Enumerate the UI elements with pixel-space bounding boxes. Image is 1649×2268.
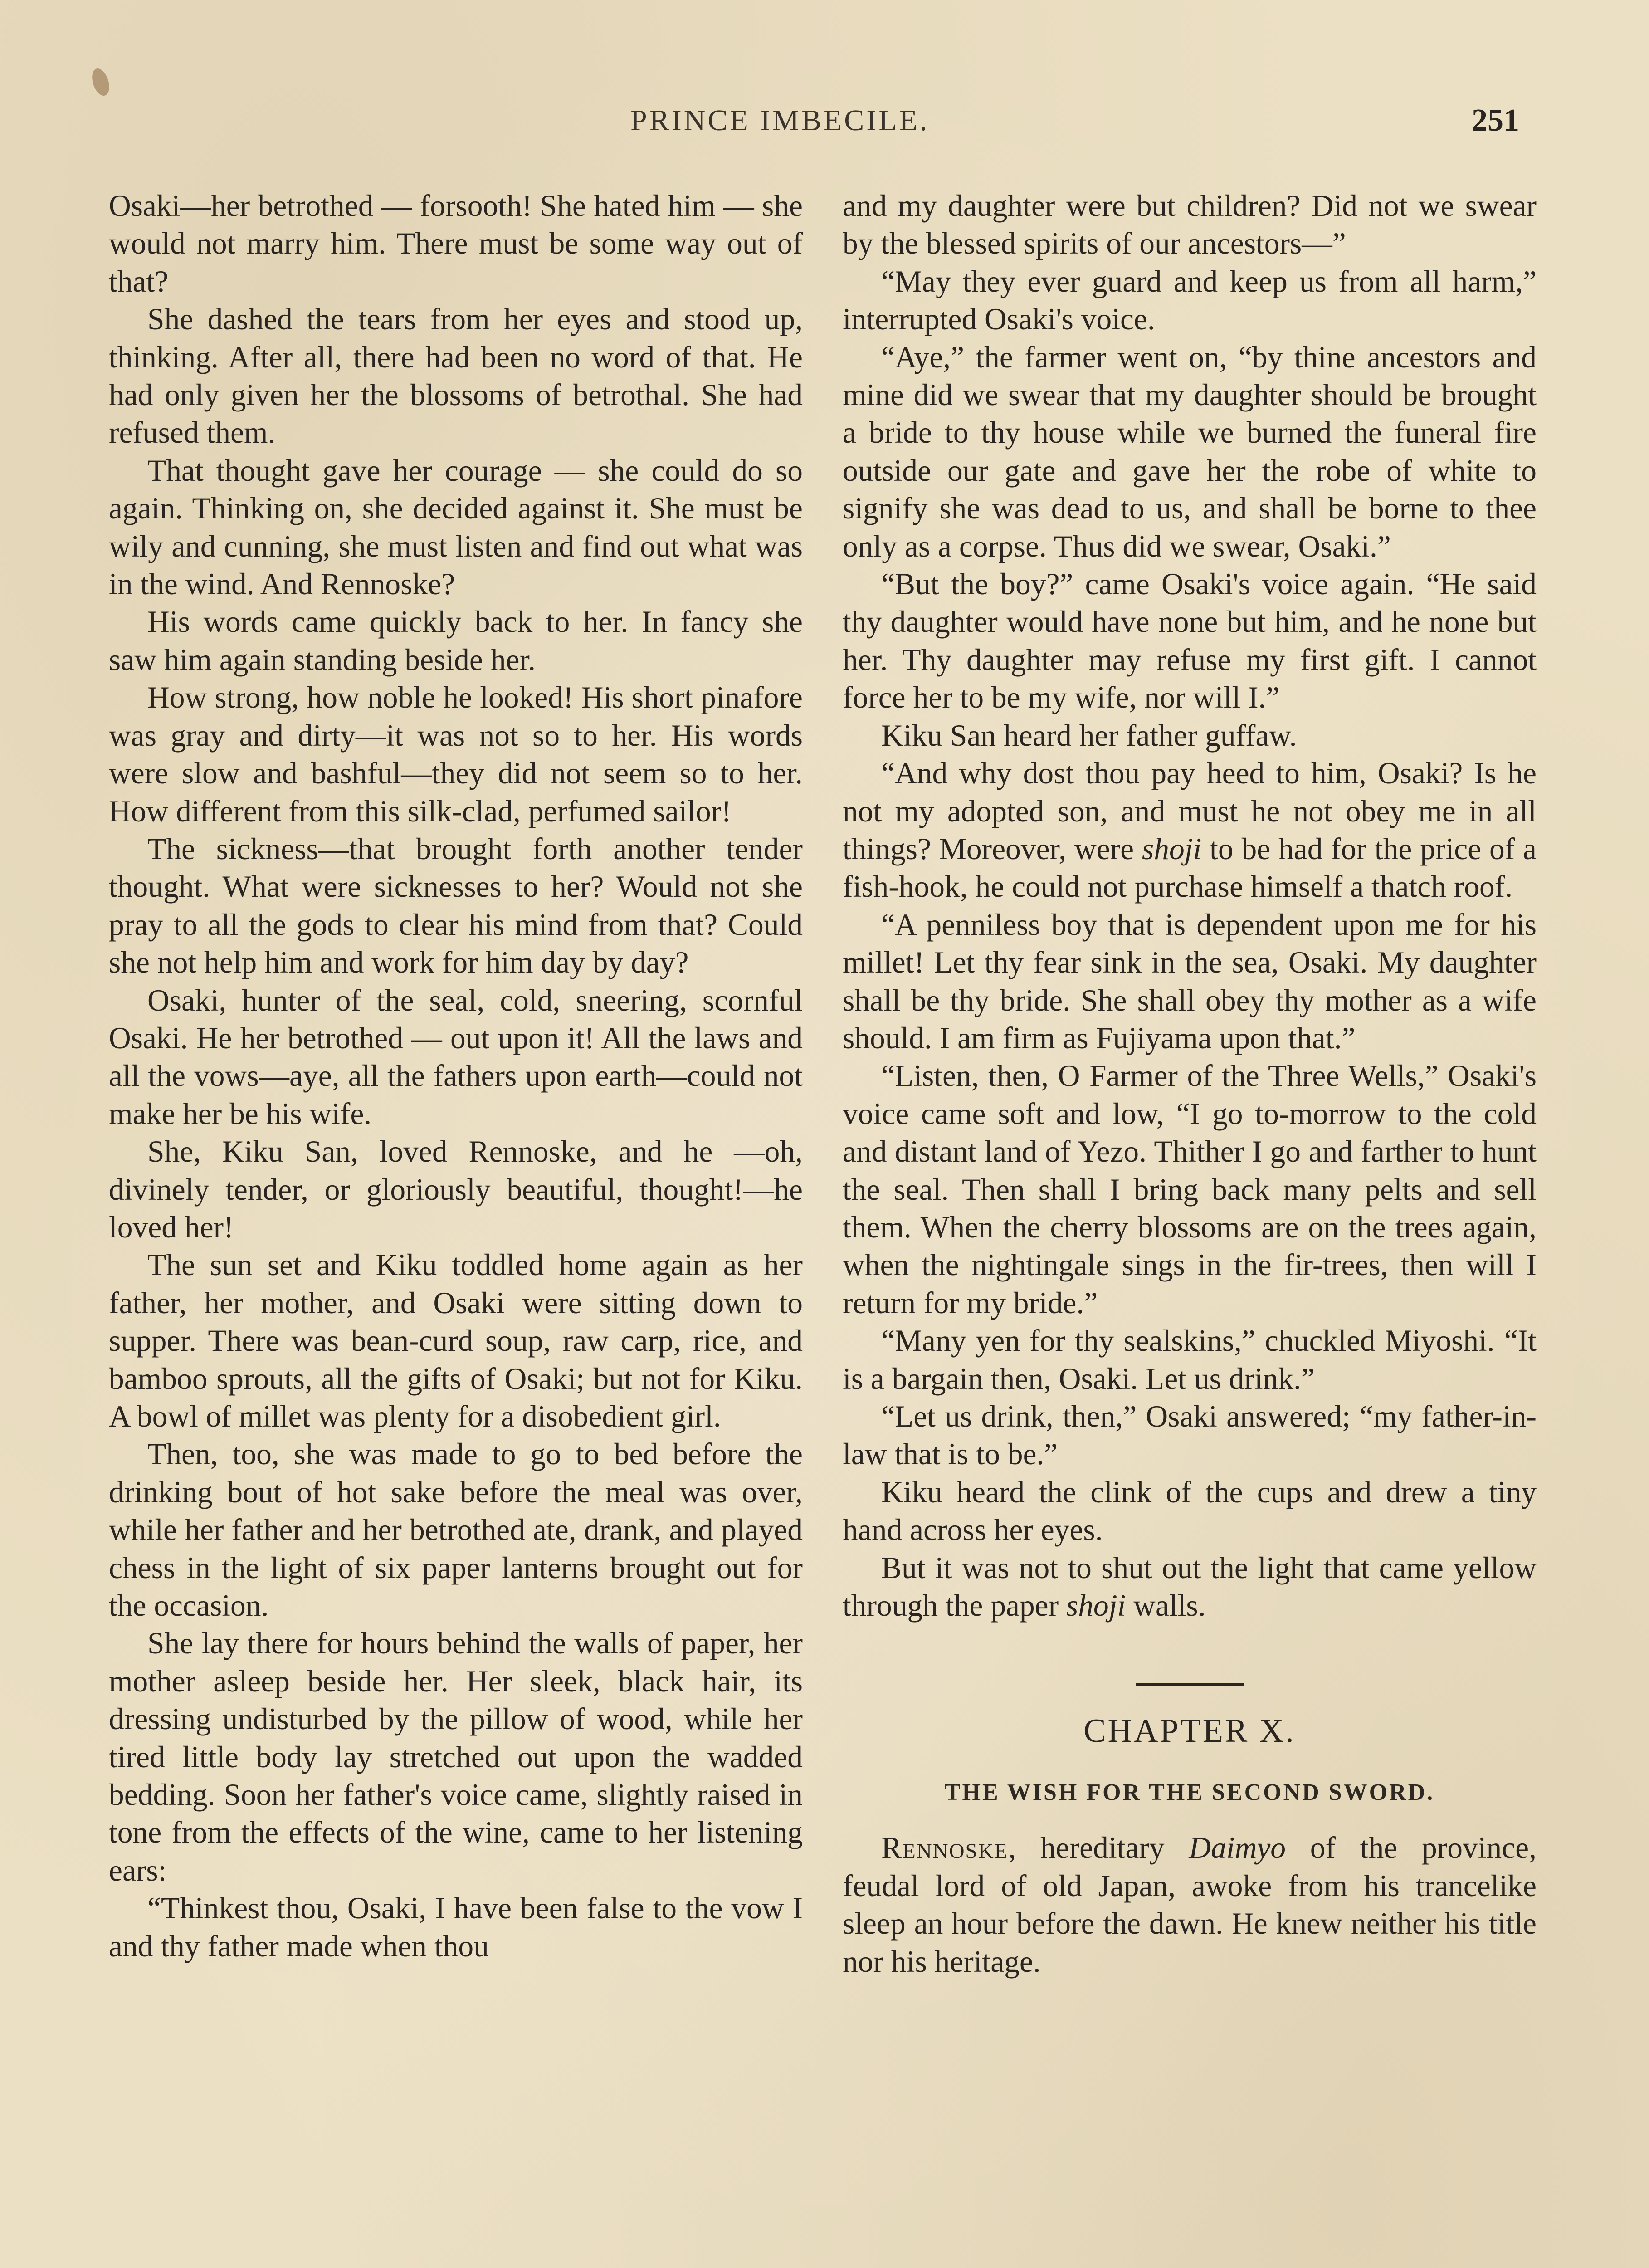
paragraph: The sun set and Kiku toddled home again as her father, her mother, and Osaki were sitting down to supper. There was bean-curd soup, raw carp, rice, and bamboo sprouts, all the gifts of Osaki; but not for Kiku. A bowl of millet was plenty for a disobedient girl. <box>109 1248 803 1433</box>
paragraph: “Aye,” the farmer went on, “by thine ancestors and mine did we swear that my daughter should be brought a bride to thy house while we burned the funeral fire outside our gate and gave her the robe of white to signify she was dead to us, and shall be borne to thee only as a corpse. Thus did we swear, Osaki.” <box>843 340 1537 563</box>
paragraph: Kiku heard the clink of the cups and drew a tiny hand across her eyes. <box>843 1475 1537 1547</box>
paragraph: Osaki—her betrothed — forsooth! She hated him — she would not marry him. There must be some way out of that? <box>109 189 803 298</box>
paragraph-text: “And why dost thou pay heed to him, Osaki? Is he not my adopted son, and must he not obey me in all things? Moreover, were <box>843 756 1537 866</box>
paragraph: She lay there for hours behind the walls of paper, her mother asleep beside her. Her sleek, black hair, its dressing undisturbed by the pillow of wood, while her tired little body lay stretched out upon the wadded bedding. Soon her father's voice came, slightly raised in tone from the effects of the wine, came to her listening ears: <box>109 1626 803 1887</box>
chapter-divider <box>1136 1683 1244 1686</box>
chapter-subtitle: THE WISH FOR THE SECOND SWORD. <box>944 1779 1435 1806</box>
italic-word: shoji <box>1066 1589 1126 1623</box>
chapter-title: CHAPTER X. <box>1083 1712 1296 1750</box>
right-column <box>843 187 1537 1980</box>
paragraph-text: walls. <box>1126 1589 1206 1623</box>
paragraph: That thought gave her courage — she could do so again. Thinking on, she decided against it. She must be wily and cunning, she must listen and find out what was in the wind. And Rennoske? <box>109 453 803 601</box>
paragraph: “A penniless boy that is dependent upon me for his millet! Let thy fear sink in the sea, Osaki. My daughter shall be thy bride. She shall obey thy mother as a wife should. I am firm as Fujiyama upon that.” <box>843 907 1537 1055</box>
paragraph: Kiku San heard her father guffaw. <box>881 718 1297 753</box>
paragraph <box>843 754 1537 906</box>
left-column <box>109 187 803 1965</box>
opening-name: Rennoske <box>881 1831 1009 1865</box>
paragraph: “Thinkest thou, Osaki, I have been false to the vow I and thy father made when thou <box>109 1891 803 1963</box>
italic-word: Daimyo <box>1189 1831 1286 1865</box>
paragraph: and my daughter were but children? Did not we swear by the blessed spirits of our ancestors—” <box>843 189 1537 261</box>
paragraph: “Many yen for thy sealskins,” chuckled Miyoshi. “It is a bargain then, Osaki. Let us drink.” <box>843 1324 1537 1396</box>
paragraph: “Let us drink, then,” Osaki answered; “my father-in-law that is to be.” <box>843 1399 1537 1471</box>
paragraph: She dashed the tears from her eyes and stood up, thinking. After all, there had been no word of that. He had only given her the blossoms of betrothal. She had refused them. <box>109 302 803 450</box>
paragraph: Then, too, she was made to go to bed before the drinking bout of hot sake before the meal was over, while her father and her betrothed ate, drank, and played chess in the light of six paper lanterns brought out for the occasion. <box>109 1437 803 1623</box>
paragraph: The sickness—that brought forth another tender thought. What were sicknesses to her? Would not she pray to all the gods to clear his mind from that? Could she not help him and work for him day by day? <box>109 831 803 980</box>
ink-stain <box>89 66 112 98</box>
paragraph-text: to be had for the price of a fish-hook, he could not purchase himself a thatch roof. <box>843 831 1537 904</box>
italic-word: shoji <box>1142 831 1202 866</box>
paragraph-text: , hereditary <box>1008 1831 1189 1865</box>
paragraph: “But the boy?” came Osaki's voice again. “He said thy daughter would have none but him, and he none but her. Thy daughter may refuse my first gift. I cannot force her to be my wife, nor will I.” <box>843 567 1537 715</box>
paragraph: His words came quickly back to her. In fancy she saw him again standing beside her. <box>109 605 803 677</box>
paragraph: “May they ever guard and keep us from all harm,” interrupted Osaki's voice. <box>843 264 1537 337</box>
paragraph <box>843 1549 1537 1625</box>
page-number: 251 <box>1472 103 1519 138</box>
running-title: PRINCE IMBECILE. <box>630 104 930 137</box>
paragraph: She, Kiku San, loved Rennoske, and he —oh, divinely tender, or gloriously beautiful, thought!—he loved her! <box>109 1134 803 1244</box>
paragraph: How strong, how noble he looked! His short pinafore was gray and dirty—it was not so to her. His words were slow and bashful—they did not seem so to her. How different from this silk-clad, perfumed sailor! <box>109 680 803 828</box>
paragraph-text: But it was not to shut out the light that came yellow through the paper <box>843 1550 1537 1623</box>
chapter-opening-paragraph <box>843 1829 1537 1980</box>
paragraph-text: of the province, feudal lord of old Japan, awoke from his trancelike sleep an hour before the dawn. He knew neither his title nor his heritage. <box>843 1831 1537 1979</box>
paragraph: Osaki, hunter of the seal, cold, sneering, scornful Osaki. He her betrothed — out upon it! All the laws and all the vows—aye, all the fathers upon earth—could not make her be his wife. <box>109 983 803 1131</box>
paragraph: “Listen, then, O Farmer of the Three Wells,” Osaki's voice came soft and low, “I go to-morrow to the cold and distant land of Yezo. Thither I go and farther to hunt the seal. Then shall I bring back many pelts and sell them. When the cherry blossoms are on the trees again, when the nightingale sings in the fir-trees, then will I return for my bride.” <box>843 1059 1537 1320</box>
